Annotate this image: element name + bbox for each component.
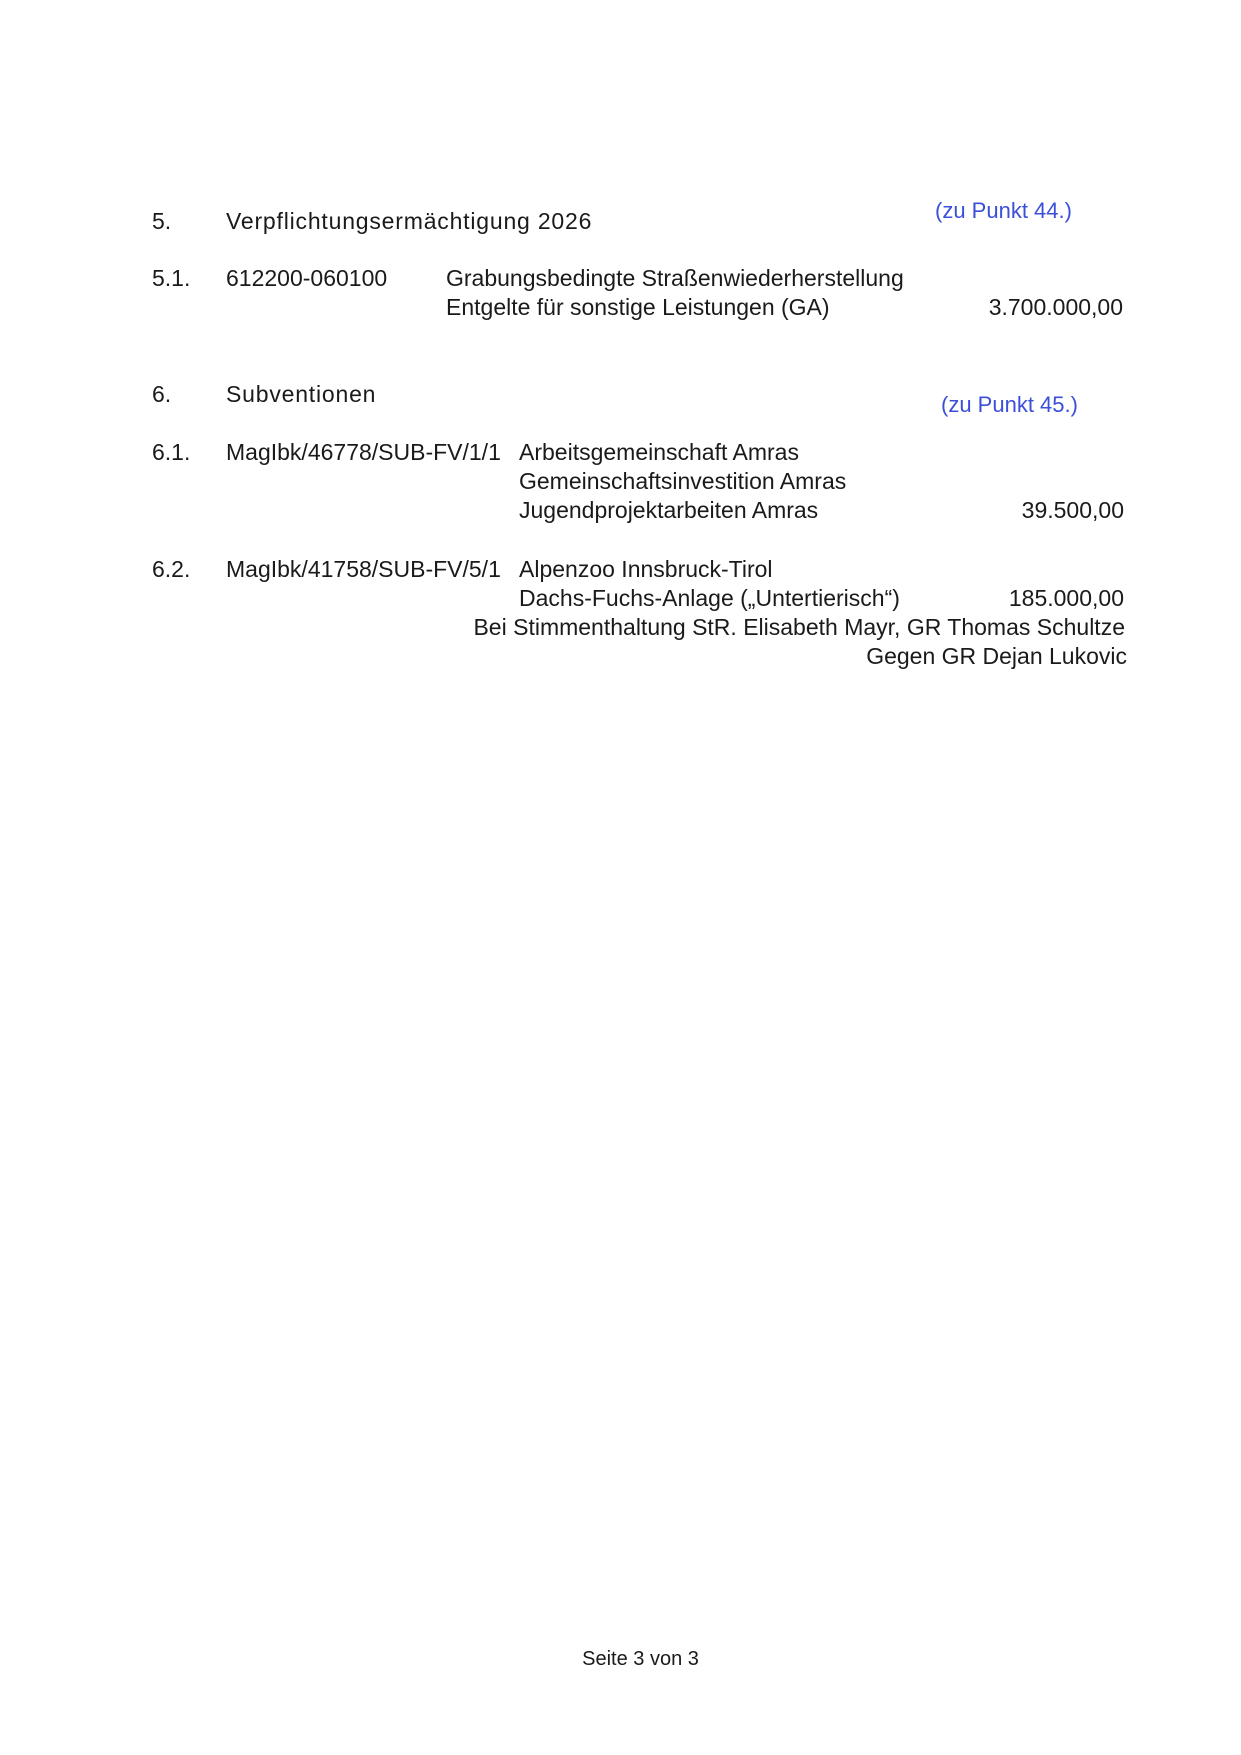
section-6-ref: (zu Punkt 45.) bbox=[941, 392, 1078, 417]
item-5-1-line-1: Grabungsbedingte Straßenwiederherstellung bbox=[446, 265, 904, 291]
item-6-1-code: MagIbk/46778/SUB-FV/1/1 bbox=[226, 439, 501, 465]
item-6-1-amount: 39.500,00 bbox=[1021, 497, 1124, 523]
section-5-ref: (zu Punkt 44.) bbox=[935, 198, 1072, 223]
section-5-title: Verpflichtungsermächtigung 2026 bbox=[226, 208, 593, 234]
item-6-2-line-1: Alpenzoo Innsbruck-Tirol bbox=[519, 556, 773, 582]
item-6-2-code: MagIbk/41758/SUB-FV/5/1 bbox=[226, 556, 501, 582]
item-6-2-note-abstention: Bei Stimmenthaltung StR. Elisabeth Mayr, GR Thomas Schultze bbox=[473, 614, 1125, 640]
item-5-1-number: 5.1. bbox=[152, 265, 191, 291]
page-number: Seite 3 von 3 bbox=[582, 1648, 699, 1670]
item-5-1-amount: 3.700.000,00 bbox=[988, 294, 1123, 320]
item-6-1-line-3: Jugendprojektarbeiten Amras bbox=[519, 497, 819, 523]
item-6-1-number: 6.1. bbox=[152, 439, 191, 465]
section-5-number: 5. bbox=[152, 208, 172, 234]
item-5-1-code: 612200-060100 bbox=[226, 265, 388, 291]
item-6-1-line-2: Gemeinschaftsinvestition Amras bbox=[519, 468, 847, 494]
section-6-title: Subventionen bbox=[226, 381, 377, 407]
item-5-1-line-2: Entgelte für sonstige Leistungen (GA) bbox=[446, 294, 830, 320]
section-6-number: 6. bbox=[152, 381, 172, 407]
item-6-2-amount: 185.000,00 bbox=[1008, 585, 1124, 611]
item-6-2-number: 6.2. bbox=[152, 556, 191, 582]
item-6-2-line-2: Dachs-Fuchs-Anlage („Untertierisch“) bbox=[519, 585, 900, 611]
item-6-1-line-1: Arbeitsgemeinschaft Amras bbox=[519, 439, 799, 465]
item-6-2-note-against: Gegen GR Dejan Lukovic bbox=[866, 643, 1127, 669]
